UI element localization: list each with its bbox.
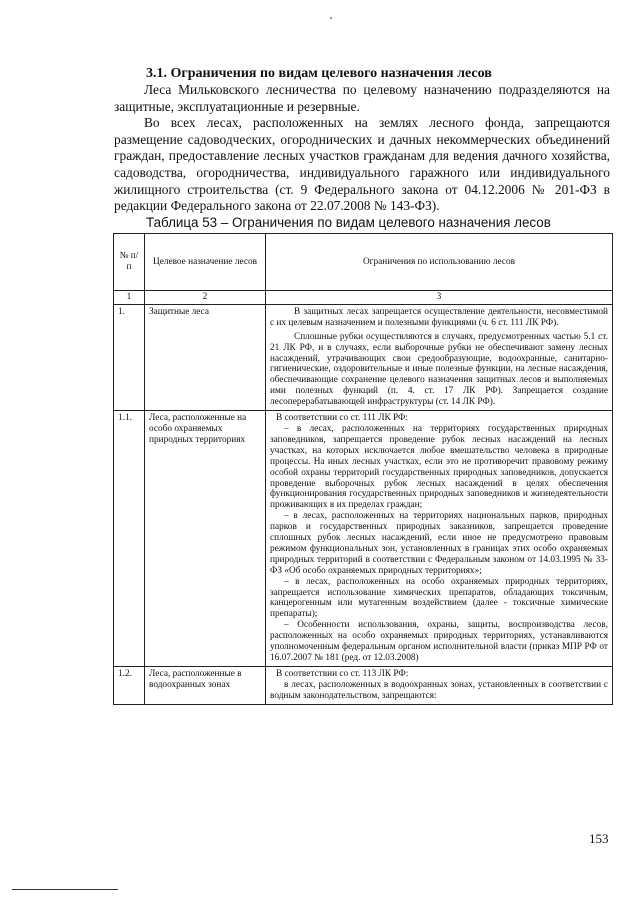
table-row	[114, 304, 613, 410]
restrictions-table	[113, 233, 613, 705]
restriction-text: В соответствии со ст. 113 ЛК РФ:	[276, 668, 409, 679]
table-row	[114, 666, 613, 704]
header-num: № п/п	[114, 234, 145, 291]
table-header-row	[114, 234, 613, 291]
row-purpose: Леса, расположенные на особо охраняемых природных территориях	[145, 411, 266, 667]
page-number: 153	[589, 831, 609, 846]
table-row	[114, 411, 613, 667]
row-restrictions	[266, 411, 613, 667]
restriction-text: – в лесах, расположенных на особо охраняемых природных территориях, запрещается использование химических препаратов, обладающих токсичным, канцерогенным или мутагенным воздействием (далее - токсичные химические препараты);	[270, 576, 608, 620]
header-restrictions: Ограничения по использованию лесов	[266, 234, 613, 291]
restriction-text: в лесах, расположенных в водоохранных зонах, установленных в соответствии с водным законодательством, запрещаются:	[270, 679, 608, 701]
restriction-text: В защитных лесах запрещается осуществление деятельности, несовместимой с их целевым назначением и полезными функциями (ч. 6 ст. 111 ЛК РФ).	[270, 306, 608, 328]
paragraph: Во всех лесах, расположенных на землях лесного фонда, запрещаются размещение садоводческих, огороднических и дачных некоммерческих объединений граждан, предоставление лесных участков гражданам для ведения дачного хозяйства, садоводства, огородничества, индивидуального гаражного или индивидуального жилищного строительства (ст. 9 Федерального закона от 04.12.2006 № 201-ФЗ в редакции Федерального закона от 22.07.2008 № 143-ФЗ).	[114, 115, 610, 214]
column-number: 3	[266, 291, 613, 305]
restriction-text: – Особенности использования, охраны, защиты, воспроизводства лесов, расположенных на особо охраняемых природных территориях, устанавливаются уполномоченным федеральным органом исполнительной власти (приказ МПР РФ от 16.07.2007 № 181 (ред. от 12.03.2008)	[270, 620, 608, 663]
restriction-text: Сплошные рубки осуществляются в случаях, предусмотренных частью 5.1 ст. 21 ЛК РФ, и в случаях, если выборочные рубки не обеспечивают замену лесных насаждений, утрачивающих свои средообразующие, водоохранные, санитарно-гигиенические, оздоровительные и иные полезные функции, на лесные насаждения, обеспечивающие сохранение целевого назначения защитных лесов и выполняемых ими полезных функций (п. 4. ст. 17 ЛК РФ). Запрещается создание лесоперерабатывающей инфраструктуры (ст. 14 ЛК РФ).	[270, 331, 608, 408]
restriction-text: – в лесах, расположенных на территориях государственных природных заповедников, запрещается проведение рубок лесных насаждений на лесных участках, на которых исключается любое вмешательство человека в природные процессы. На иных лесных участках, если это не противоречит правовому режиму особой охраны территорий государственных природных заповедников, допускается проведение выборочных рубок лесных насаждений в целях обеспечения функционирования государственных природных заповедников и жизнедеятельности проживающих в их пределах граждан;	[270, 423, 608, 511]
intro-paragraphs	[114, 82, 610, 215]
row-restrictions	[266, 666, 613, 704]
scan-speck	[330, 17, 332, 19]
header-purpose: Целевое назначение лесов	[145, 234, 266, 291]
row-number: 1.	[114, 304, 145, 410]
footnote-divider	[12, 889, 118, 890]
row-number: 1.2.	[114, 666, 145, 704]
section-title: 3.1. Ограничения по видам целевого назначения лесов	[146, 66, 492, 81]
restriction-text: В соответствии со ст. 111 ЛК РФ:	[276, 413, 408, 424]
column-number: 2	[145, 291, 266, 305]
column-numbers-row	[114, 291, 613, 305]
row-number: 1.1.	[114, 411, 145, 667]
paragraph: Леса Мильковского лесничества по целевому назначению подразделяются на защитные, эксплуатационные и резервные.	[114, 82, 610, 114]
row-purpose: Леса, расположенные в водоохранных зонах	[145, 666, 266, 704]
row-restrictions	[266, 304, 613, 410]
restriction-text: – в лесах, расположенных на территориях национальных парков, природных парков и государственных природных заказников, запрещается проведение сплошных рубок лесных насаждений, если иное не предусмотрено правовым режимом функциональных зон, установленных в границах этих особо охраняемых природных территорий в соответствии с Федеральным законом от 14.03.1995 № 33-ФЗ «Об особо охраняемых природных территориях»;	[270, 511, 608, 576]
column-number: 1	[114, 291, 145, 305]
row-purpose: Защитные леса	[145, 304, 266, 410]
table-caption: Таблица 53 – Ограничения по видам целевого назначения лесов	[146, 215, 551, 230]
